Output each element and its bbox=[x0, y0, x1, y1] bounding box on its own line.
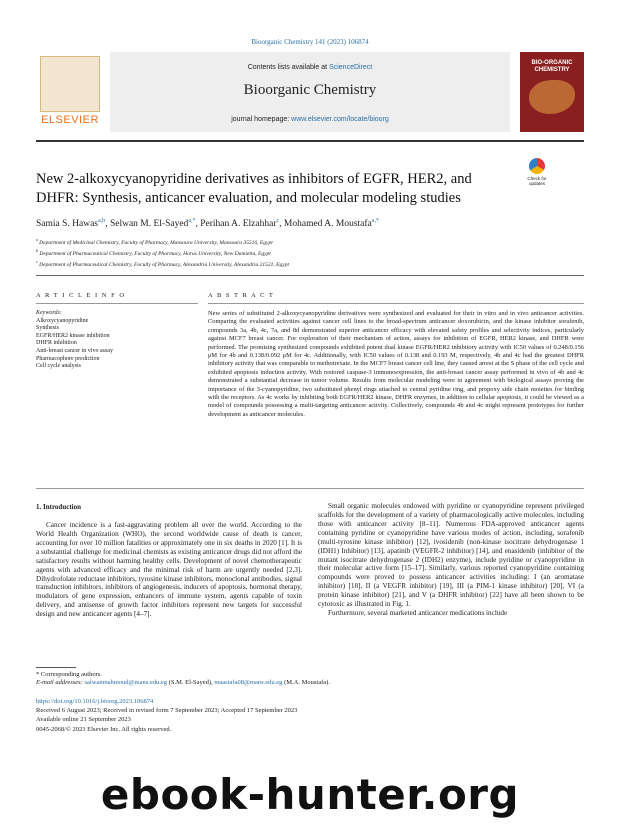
keyword-item: Synthesis bbox=[36, 325, 60, 332]
body-paragraph: Cancer incidence is a fast-aggravating problem all over the world. According to the World Health Organization (WHO), the second worldwide cause of death is cancer, accounting for over 10 million fatalities or approximately one in six deaths in 2020 [1]. It is a substantial challenge for medicinal chemists as existing anticancer drugs did not afford the satisfactory results without harming healthy cells. Development of novel chemotherapeutic agents with advanced efficacy and the minimal risk of harm are urgently needed [2,3]. Dihydrofolate reductase inhibitors, tyrosine kinase inhibitors, monoclonal antibodies, signal transduction inhibitors, inhibitors of angiogenesis, inducers of apoptosis, hormonal therapy, modulators of gene expression, enhancers of immune system, agents capable of toxin delivery, and antisense of growth factor inhibitors represent new targets for successful design and new anticancer agents [4–7]. bbox=[36, 521, 302, 619]
body-paragraph: Small organic molecules endowed with pyridine or cyanopyridine represent privileged scaffolds for the development of a variety of pharmacologically active molecules, including those with anticancer activity [8–11]. Numerous FDA-approved anticancer agents containing pyridine or cyanopyridine have various modes of action, including, sorafenib (multi-tyrosine kinase inhibitor) [12], ivosidenib (non-kinase isocitrate dehydrogenase 1 (IDH1) Inhibitor) [13], apatinib (VEGFR-2 inhibitor) [14], and enasidenib (inhibitor of the mutant isocitrate dehydrogenase 2 (IDH2) enzyme), include pyridine or cyanopyridine in their molecular active form [15–17]. Similarly, various reported cyanopyridine containing compounds were proved to possess anticancer activities including: I (an aromatase inhibitor) [18], II (a VEGFR inhibitor) [19], III (a PIM-1 kinase inhibitor) [20], VI (a protein kinase inhibitor) [21], and V (a DHFR inhibitor) [22] have all been shown to be cytotoxic as illustrated in Fig. 1. bbox=[318, 502, 584, 609]
elsevier-tree-logo-icon bbox=[40, 56, 100, 112]
abstract-heading: A B S T R A C T bbox=[208, 292, 275, 299]
author-separator: , bbox=[279, 219, 284, 230]
keyword-item: Alkoxycyanopyridine bbox=[36, 317, 89, 324]
check-updates-label bbox=[522, 176, 552, 186]
article-info-heading: A R T I C L E I N F O bbox=[36, 292, 126, 299]
copyright-notice: 0045-2068/© 2023 Elsevier Inc. All rights reserved. bbox=[36, 725, 172, 733]
sciencedirect-link[interactable]: ScienceDirect bbox=[329, 64, 373, 71]
journal-title: Bioorganic Chemistry bbox=[243, 82, 377, 98]
journal-cover-image bbox=[520, 52, 584, 132]
abstract-divider bbox=[208, 303, 584, 304]
author-separator: , bbox=[195, 219, 201, 230]
footnote-divider bbox=[36, 667, 76, 668]
author-affiliation-mark[interactable]: c bbox=[276, 218, 280, 224]
header-divider bbox=[36, 140, 584, 142]
corresponding-author-note: * Corresponding authors. bbox=[36, 671, 102, 678]
journal-header bbox=[36, 52, 584, 138]
keyword-item: DHFR inhibition bbox=[36, 340, 77, 347]
email-owner: (M.A. Moustafa). bbox=[282, 679, 330, 687]
email-owner: (S.M. El-Sayed), bbox=[167, 679, 215, 687]
body-column-left bbox=[36, 521, 302, 619]
journal-banner bbox=[110, 52, 510, 132]
watermark-text: ebook-hunter.org bbox=[100, 770, 520, 819]
homepage-line bbox=[110, 116, 510, 123]
affiliation-text: Department of Medicinal Chemistry, Faculty of Pharmacy, Mansoura University, Mansoura 35516, Egypt bbox=[39, 239, 273, 246]
abstract-end-divider bbox=[36, 488, 584, 489]
affiliation-item bbox=[36, 258, 596, 269]
keyword-item: EGFR/HER2 kinase inhibition bbox=[36, 332, 110, 339]
affiliation-text: Department of Pharmaceutical Chemistry, Faculty of Pharmacy, Horus University, New Damietta, Egypt bbox=[39, 250, 271, 257]
publication-info bbox=[36, 697, 596, 734]
affiliations bbox=[36, 236, 596, 268]
elsevier-logo bbox=[36, 52, 104, 132]
keywords-label: Keywords: bbox=[36, 310, 62, 316]
email-label: E-mail addresses: bbox=[36, 679, 85, 687]
email-link[interactable]: maastafa08@mans.edu.eg bbox=[214, 679, 283, 687]
body-column-right bbox=[318, 502, 584, 618]
author-list bbox=[36, 218, 596, 229]
affiliation-text: Department of Pharmaceutical Chemistry, Faculty of Pharmacy, Alexandria University, Alexandria 21521, Egypt bbox=[39, 261, 290, 268]
cover-title-line-1: BIO-ORGANIC bbox=[531, 60, 573, 66]
introduction-heading: 1. Introduction bbox=[36, 503, 81, 511]
check-updates-line-2: updates bbox=[528, 181, 545, 186]
email-note bbox=[36, 679, 596, 687]
footnotes bbox=[36, 671, 596, 688]
contents-line bbox=[110, 64, 510, 71]
received-dates: Received 6 August 2023; Received in revised form 7 September 2023; Accepted 17 September 2023 bbox=[36, 707, 298, 715]
keyword-item: Anti-breast cancer in vivo assay bbox=[36, 347, 113, 354]
contents-prefix: Contents lists available at bbox=[247, 64, 330, 71]
author-affiliation-mark[interactable]: a,* bbox=[371, 218, 379, 224]
affiliation-item bbox=[36, 236, 596, 247]
affiliation-mark: a bbox=[36, 237, 38, 242]
author-affiliation-mark[interactable]: a,b bbox=[98, 218, 106, 224]
author-name[interactable]: Samia S. Hawas bbox=[36, 219, 99, 230]
section-divider bbox=[36, 275, 584, 276]
author-name[interactable]: Selwan M. El-Sayed bbox=[109, 219, 189, 230]
body-paragraph: Furthermore, several marketed anticancer medications include bbox=[328, 609, 508, 618]
author-separator: , bbox=[105, 219, 110, 230]
affiliation-mark: c bbox=[36, 258, 38, 264]
available-online-date: Available online 21 September 2023 bbox=[36, 716, 131, 724]
email-link[interactable]: salwanmahmoud@mans.edu.eg bbox=[84, 679, 168, 687]
affiliation-item bbox=[36, 247, 596, 258]
article-title: New 2-alkoxycyanopyridine derivatives as inhibitors of EGFR, HER2, and DHFR: Synthesis, anticancer evaluation, and molecular modeling studies bbox=[36, 171, 472, 206]
check-updates-icon bbox=[529, 158, 545, 174]
check-for-updates-badge[interactable] bbox=[522, 156, 552, 192]
abstract-text: New series of substituted 2-alkoxycyanopyridine derivatives were synthesized and evaluated for their in vitro and in vivo anticancer activities. Comparing the evaluated activities against cancer cell lines to the broad-spectrum anticancer doxorubicin, and the kinase inhibitor sorafenib, compounds 3a, 4b, 4c, 7a, and 8d demonstrated superior anticancer efficacy with elevated safety profiles and selectivity indices, particularly against MCF7 breast cancer. For exploration of their mechanism of action, assays for inhibition of EGFR, HER2 kinase, and DHFR were performed. The promising synthesized compounds exhibited potent dual kinase EGFR/HER2 inhibitory activity with IC50 values of 0.248/0.156 μM for 4b and 0.138/0.092 μM for 4c. Additionally, with IC50 values of 0.138 and 0.193 M, respectively, 4b and 4c had the greatest DHFR inhibitory activity that was comparable to methotrexate. In the MCF7 breast cancer cell line, they caused arrest at the S phase of the cell cycle and exhibited apoptosis induction activity. With restored caspase-3 immunoexpression, the anti-breast cancer assay performed in vivo of 4b and 4c demonstrated a substantial decrease in tumor volume. Results from molecular modeling were in agreement with biological assays proving the importance of the 3-cyanopyridine, two substituted phenyl rings attached to central pyridine ring, and propoxy side chain moieties for binding with the receptors. As 4c works by inhibiting both EGFR/HER2 kinase, DHFR enzymes, in addition to cellular apoptosis, it could be viewed as a model of compounds possessing a multi-targeting anticancer activity. Collectively, compounds 4b and 4c might represent prototypes for further development as anticancer molecules. bbox=[208, 310, 584, 418]
homepage-prefix: journal homepage: bbox=[231, 116, 292, 123]
affiliation-mark: b bbox=[36, 247, 38, 253]
keyword-item: Cell cycle analysis bbox=[36, 363, 81, 370]
check-updates-line-1: Check for bbox=[527, 176, 547, 181]
doi-link[interactable]: https://doi.org/10.1016/j.bioorg.2023.106874 bbox=[36, 698, 154, 705]
keyword-item: Pharmacophore prediction bbox=[36, 355, 100, 362]
elsevier-wordmark: ELSEVIER bbox=[41, 114, 99, 126]
keywords-block bbox=[36, 310, 196, 371]
article-info-divider bbox=[36, 303, 198, 304]
cover-title-line-2: CHEMISTRY bbox=[534, 67, 570, 74]
journal-reference-link[interactable]: Bioorganic Chemistry 141 (2023) 106874 bbox=[251, 38, 369, 46]
author-affiliation-mark[interactable]: a,* bbox=[188, 218, 196, 224]
author-name[interactable]: Mohamed A. Moustafa bbox=[283, 219, 372, 230]
cover-art bbox=[529, 80, 575, 114]
journal-homepage-link[interactable]: www.elsevier.com/locate/bioorg bbox=[291, 116, 389, 123]
author-name[interactable]: Perihan A. Elzahhar bbox=[200, 219, 277, 230]
